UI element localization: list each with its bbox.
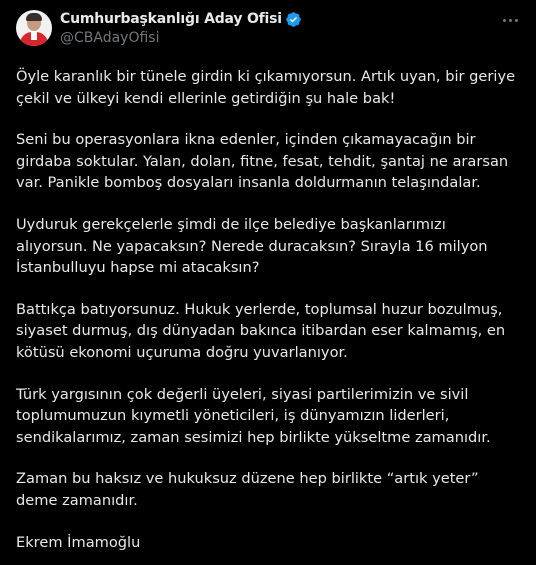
author-display-name[interactable]: Cumhurbaşkanlığı Aday Ofisi xyxy=(60,11,282,27)
verified-badge-icon[interactable] xyxy=(285,11,302,28)
tweet-signature: Ekrem İmamoğlu xyxy=(16,533,141,551)
ellipsis-dot xyxy=(503,19,506,22)
verified-badge-svg xyxy=(285,11,302,28)
avatar-collar-shape xyxy=(31,31,37,40)
avatar-hair-shape xyxy=(26,13,42,21)
tweet-paragraph-3: Uyduruk gerekçelerle şimdi de ilçe belediye başkanlarımızı alıyorsun. Ne yapacaksın? Nerede duracaksın? Sırayla 16 milyon İstanbulluyu hapse mi atacaksın? xyxy=(16,215,488,277)
tweet-paragraph-2: Seni bu operasyonlara ikna edenler, içinden çıkamayacağın bir girdaba soktular. Yalan, dolan, fitne, fesat, tehdit, şantaj ne ararsan var. Panikle bomboş dosyaları insanla doldurmanın telaşındalar. xyxy=(16,131,509,192)
author-handle[interactable]: @CBAdayOfisi xyxy=(60,30,160,46)
tweet-paragraph-6: Zaman bu haksız ve hukuksuz düzene hep birlikte “artık yeter” deme zamanıdır. xyxy=(16,470,479,509)
more-options-ellipsis-icon[interactable] xyxy=(500,12,520,28)
tweet-text xyxy=(16,66,516,553)
ellipsis-dot xyxy=(515,19,518,22)
author-identity xyxy=(60,10,302,47)
ellipsis-dot xyxy=(509,19,512,22)
author-name-row xyxy=(60,10,302,28)
avatar[interactable] xyxy=(16,10,52,46)
tweet-paragraph-5: Türk yargısının çok değerli üyeleri, siyasi partilerimizin ve sivil toplumumuzun kıymetli yöneticileri, iş dünyamızın liderleri, sendikalarımız, zaman sesimizi hep birlikte yükseltme zamanıdır. xyxy=(16,385,491,446)
tweet-paragraph-4: Battıkça batıyorsunuz. Hukuk yerlerde, toplumsal huzur bozulmuş, siyaset durmuş, dış dünyadan bakınca itibardan eser kalmamış, en kötüsü ekonomi uçuruma doğru yuvarlanıyor. xyxy=(16,300,506,361)
tweet-paragraph-1: Öyle karanlık bir tünele girdin ki çıkamıyorsun. Artık uyan, bir geriye çekil ve ülkeyi kendi ellerinle getirdiğin şu hale bak! xyxy=(16,68,516,107)
tweet-header xyxy=(16,10,520,56)
